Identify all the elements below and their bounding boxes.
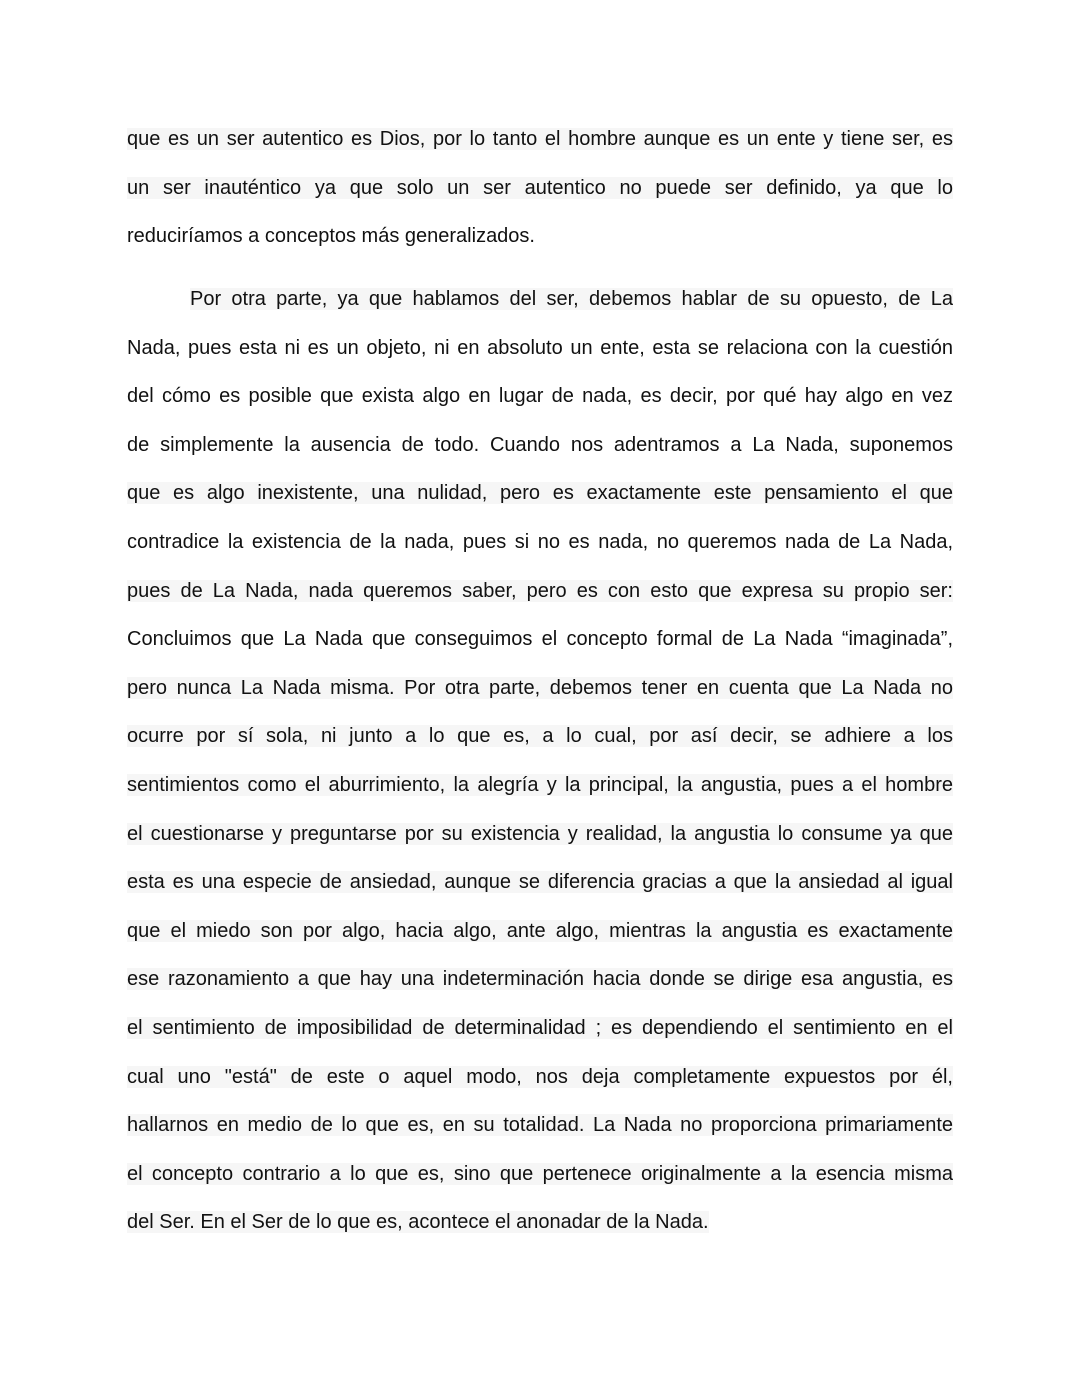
text-line: el cuestionarse y preguntarse por su existencia y realidad, la angustia lo consume ya que xyxy=(127,822,953,845)
text-line: reduciríamos a conceptos más generalizados. xyxy=(127,225,535,248)
text-line: cual uno "está" de este o aquel modo, nos deja completamente expuestos por él, xyxy=(127,1065,953,1088)
text-line: de simplemente la ausencia de todo. Cuando nos adentramos a La Nada, suponemos xyxy=(127,433,953,456)
text-line: del cómo es posible que exista algo en lugar de nada, es decir, por qué hay algo en vez xyxy=(127,385,953,408)
text-line: que es un ser autentico es Dios, por lo tanto el hombre aunque es un ente y tiene ser, es xyxy=(127,128,953,150)
text-line: ocurre por sí sola, ni junto a lo que es, a lo cual, por así decir, se adhiere a los xyxy=(127,725,953,748)
text-line: que es algo inexistente, una nulidad, pero es exactamente este pensamiento el que xyxy=(127,482,953,505)
text-line: que el miedo son por algo, hacia algo, ante algo, mientras la angustia es exactamente xyxy=(127,919,953,942)
text-line: del Ser. En el Ser de lo que es, acontece el anonadar de la Nada. xyxy=(127,1211,709,1234)
text-line: esta es una especie de ansiedad, aunque se diferencia gracias a que la ansiedad al igual xyxy=(127,871,953,894)
text-line: contradice la existencia de la nada, pues si no es nada, no queremos nada de La Nada, xyxy=(127,530,953,553)
text-line: pero nunca La Nada misma. Por otra parte, debemos tener en cuenta que La Nada no xyxy=(127,676,953,699)
text-line: Concluimos que La Nada que conseguimos el concepto formal de La Nada “imaginada”, xyxy=(127,628,953,651)
text-line: el sentimiento de imposibilidad de determinalidad ; es dependiendo el sentimiento en el xyxy=(127,1016,953,1039)
text-line: Por otra parte, ya que hablamos del ser, debemos hablar de su opuesto, de La xyxy=(190,288,953,310)
text-line: Nada, pues esta ni es un objeto, ni en absoluto un ente, esta se relaciona con la cuestión xyxy=(127,336,953,359)
text-line: ese razonamiento a que hay una indeterminación hacia donde se dirige esa angustia, es xyxy=(127,968,953,991)
paragraph-1 xyxy=(127,115,953,261)
text-line: un ser inauténtico ya que solo un ser autentico no puede ser definido, ya que lo xyxy=(127,176,953,199)
text-line: el concepto contrario a lo que es, sino que pertenece originalmente a la esencia misma xyxy=(127,1162,953,1185)
text-line: sentimientos como el aburrimiento, la alegría y la principal, la angustia, pues a el hombre xyxy=(127,773,953,796)
text-line: pues de La Nada, nada queremos saber, pero es con esto que expresa su propio ser: xyxy=(127,579,953,602)
text-line: hallarnos en medio de lo que es, en su totalidad. La Nada no proporciona primariamente xyxy=(127,1114,953,1137)
paragraph-2 xyxy=(127,275,953,1247)
